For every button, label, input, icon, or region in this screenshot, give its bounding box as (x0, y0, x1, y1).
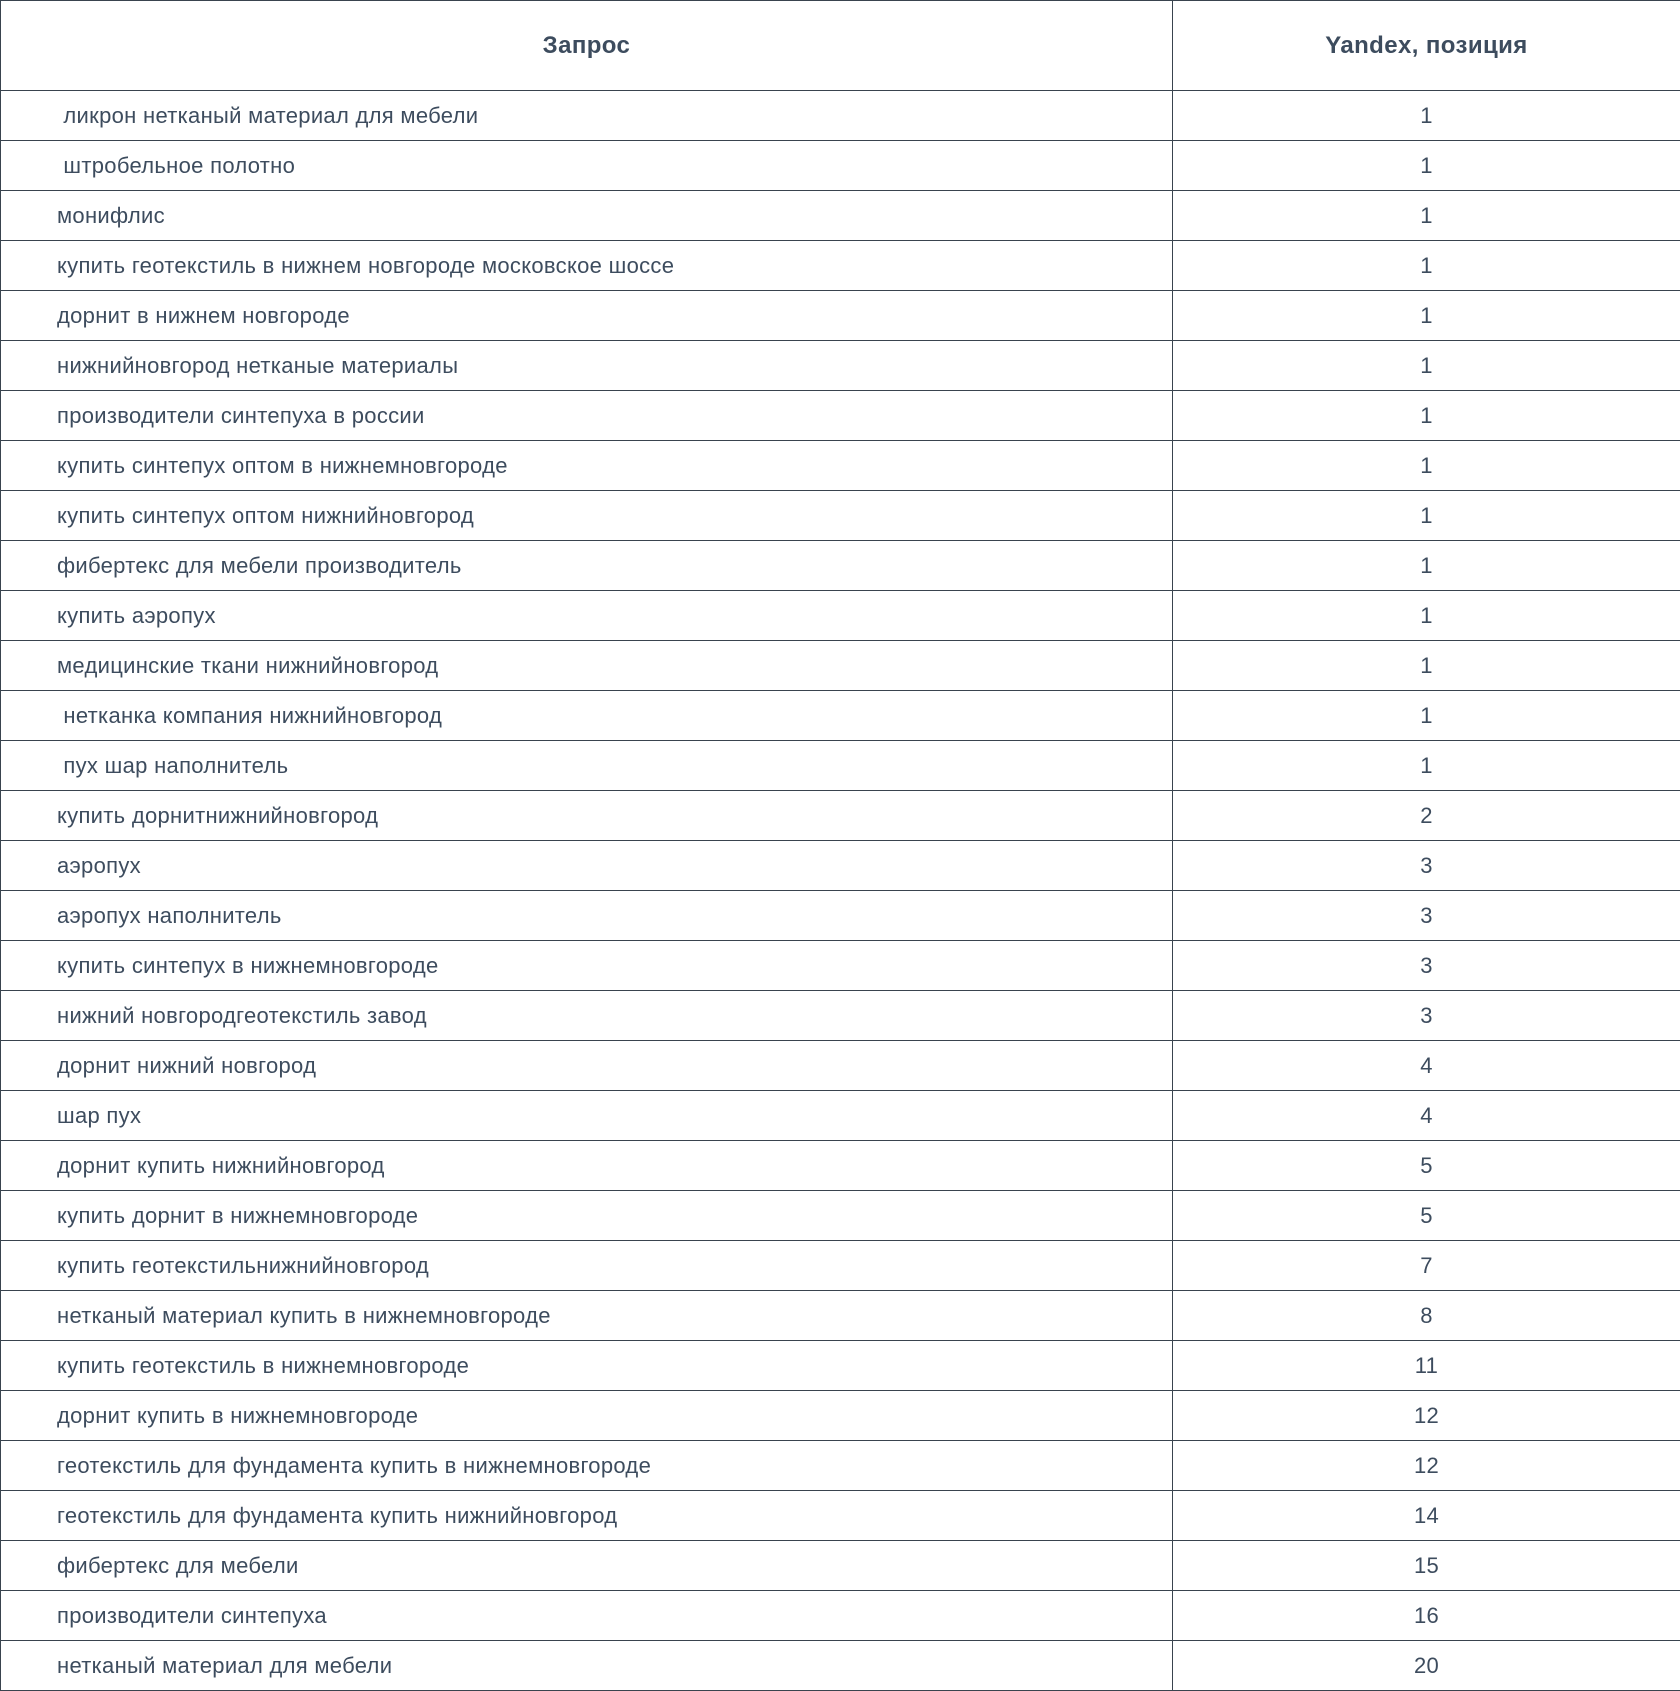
position-cell: 3 (1173, 891, 1680, 941)
query-cell: производители синтепуха в россии (1, 391, 1173, 441)
position-cell: 1 (1173, 141, 1680, 191)
query-cell: производители синтепуха (1, 1591, 1173, 1641)
table-row (1, 791, 1680, 841)
table-row (1, 991, 1680, 1041)
position-cell: 4 (1173, 1091, 1680, 1141)
position-cell: 1 (1173, 341, 1680, 391)
position-cell: 1 (1173, 741, 1680, 791)
position-cell: 1 (1173, 391, 1680, 441)
table-row (1, 1291, 1680, 1341)
position-cell: 3 (1173, 941, 1680, 991)
table-row (1, 491, 1680, 541)
query-cell: дорнит купить нижнийновгород (1, 1141, 1173, 1191)
table-row (1, 841, 1680, 891)
table-row (1, 1591, 1680, 1641)
table-row (1, 1141, 1680, 1191)
table-row (1, 391, 1680, 441)
query-cell: нетканка компания нижнийновгород (1, 691, 1173, 741)
position-cell: 1 (1173, 91, 1680, 141)
query-cell: купить геотекстильнижнийновгород (1, 1241, 1173, 1291)
table-row (1, 1341, 1680, 1391)
table-row (1, 341, 1680, 391)
position-cell: 11 (1173, 1341, 1680, 1391)
query-cell: медицинские ткани нижнийновгород (1, 641, 1173, 691)
query-cell: купить дорнит в нижнемновгороде (1, 1191, 1173, 1241)
query-cell: фибертекс для мебели (1, 1541, 1173, 1591)
query-cell: нижнийновгород нетканые материалы (1, 341, 1173, 391)
table-row (1, 941, 1680, 991)
position-cell: 1 (1173, 691, 1680, 741)
query-cell: купить геотекстиль в нижнем новгороде московское шоссе (1, 241, 1173, 291)
query-cell: штробельное полотно (1, 141, 1173, 191)
position-cell: 12 (1173, 1391, 1680, 1441)
position-cell: 1 (1173, 291, 1680, 341)
table-row (1, 1041, 1680, 1091)
query-cell: дорнит нижний новгород (1, 1041, 1173, 1091)
position-cell: 5 (1173, 1191, 1680, 1241)
query-cell: дорнит купить в нижнемновгороде (1, 1391, 1173, 1441)
column-header-yandex-position: Yandex, позиция (1173, 1, 1680, 91)
table-row (1, 741, 1680, 791)
position-cell: 1 (1173, 441, 1680, 491)
table-body (1, 91, 1680, 1691)
position-cell: 20 (1173, 1641, 1680, 1691)
position-cell: 5 (1173, 1141, 1680, 1191)
table-row (1, 291, 1680, 341)
table-row (1, 441, 1680, 491)
table-row (1, 891, 1680, 941)
position-cell: 2 (1173, 791, 1680, 841)
query-cell: купить синтепух в нижнемновгороде (1, 941, 1173, 991)
query-cell: купить аэропух (1, 591, 1173, 641)
table-row (1, 1641, 1680, 1691)
query-cell: шар пух (1, 1091, 1173, 1141)
table-row (1, 541, 1680, 591)
query-cell: аэропух (1, 841, 1173, 891)
query-cell: монифлис (1, 191, 1173, 241)
position-cell: 15 (1173, 1541, 1680, 1591)
position-cell: 4 (1173, 1041, 1680, 1091)
query-cell: пух шар наполнитель (1, 741, 1173, 791)
position-cell: 1 (1173, 641, 1680, 691)
position-cell: 1 (1173, 191, 1680, 241)
header-row (1, 1, 1680, 91)
column-header-query: Запрос (1, 1, 1173, 91)
query-cell: купить синтепух оптом нижнийновгород (1, 491, 1173, 541)
query-cell: ликрон нетканый материал для мебели (1, 91, 1173, 141)
query-cell: нетканый материал для мебели (1, 1641, 1173, 1691)
table-row (1, 141, 1680, 191)
position-cell: 1 (1173, 541, 1680, 591)
position-cell: 16 (1173, 1591, 1680, 1641)
position-cell: 1 (1173, 591, 1680, 641)
query-cell: купить геотекстиль в нижнемновгороде (1, 1341, 1173, 1391)
table-row (1, 191, 1680, 241)
table-row (1, 641, 1680, 691)
table-row (1, 591, 1680, 641)
query-cell: купить синтепух оптом в нижнемновгороде (1, 441, 1173, 491)
position-cell: 1 (1173, 241, 1680, 291)
table-row (1, 241, 1680, 291)
position-cell: 3 (1173, 991, 1680, 1041)
table-row (1, 1191, 1680, 1241)
table-row (1, 91, 1680, 141)
query-cell: аэропух наполнитель (1, 891, 1173, 941)
table-row (1, 1491, 1680, 1541)
table-row (1, 1541, 1680, 1591)
position-cell: 12 (1173, 1441, 1680, 1491)
query-cell: дорнит в нижнем новгороде (1, 291, 1173, 341)
query-cell: нижний новгородгеотекстиль завод (1, 991, 1173, 1041)
query-cell: геотекстиль для фундамента купить нижнийновгород (1, 1491, 1173, 1541)
table-row (1, 1091, 1680, 1141)
position-cell: 7 (1173, 1241, 1680, 1291)
position-cell: 14 (1173, 1491, 1680, 1541)
query-cell: нетканый материал купить в нижнемновгороде (1, 1291, 1173, 1341)
position-cell: 8 (1173, 1291, 1680, 1341)
table-row (1, 1241, 1680, 1291)
table-row (1, 1391, 1680, 1441)
query-cell: фибертекс для мебели производитель (1, 541, 1173, 591)
table-row (1, 1441, 1680, 1491)
position-cell: 3 (1173, 841, 1680, 891)
query-cell: геотекстиль для фундамента купить в нижнемновгороде (1, 1441, 1173, 1491)
position-cell: 1 (1173, 491, 1680, 541)
query-cell: купить дорнитнижнийновгород (1, 791, 1173, 841)
table-row (1, 691, 1680, 741)
